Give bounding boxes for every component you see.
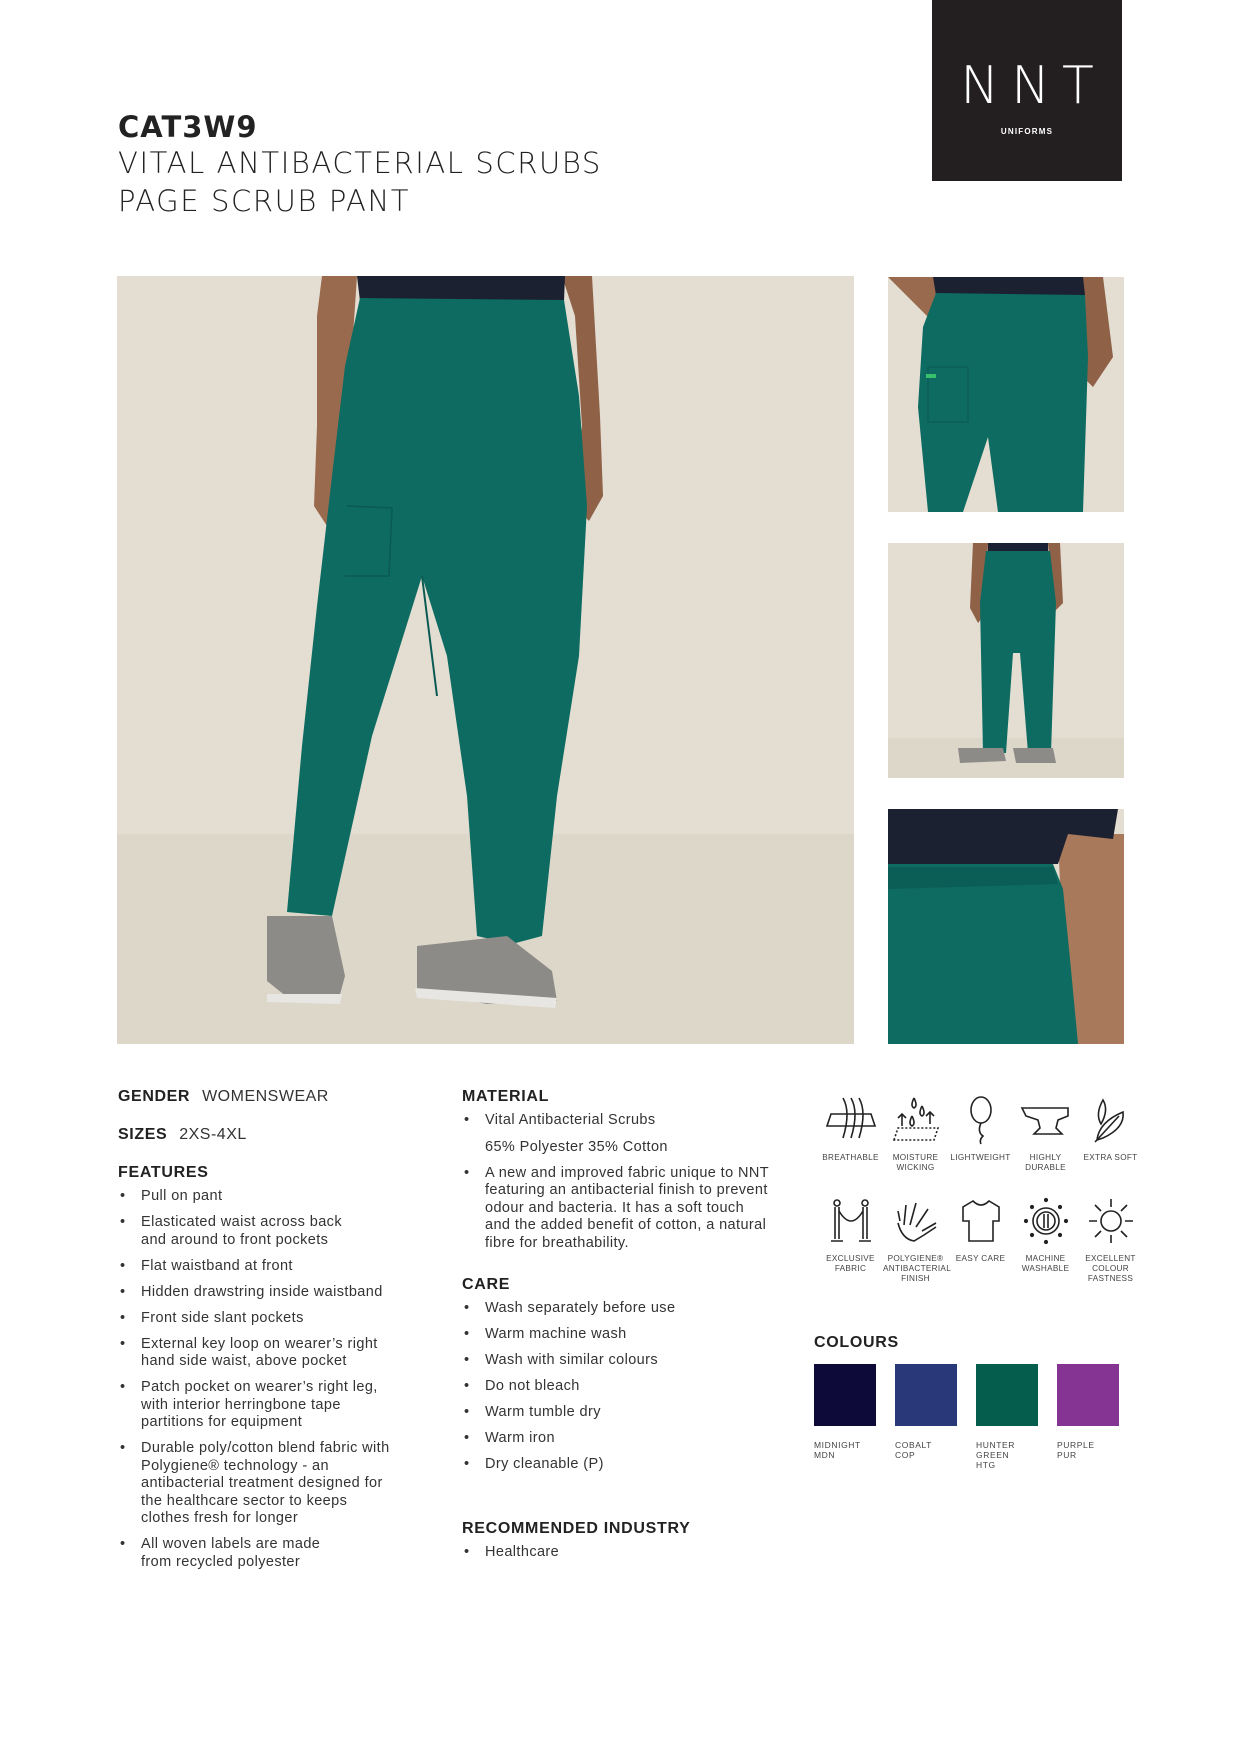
industry-list (462, 1544, 792, 1562)
washing-machine-dial-icon (1018, 1195, 1074, 1247)
material-heading: MATERIAL (462, 1088, 550, 1105)
care-heading: CARE (462, 1275, 511, 1293)
attribute-label: EXCELLENT COLOUR FASTNESS (1085, 1254, 1136, 1283)
feather-icon (1083, 1094, 1139, 1146)
material-composition: 65% Polyester 35% Cotton (485, 1138, 668, 1155)
attribute-lightweight (948, 1094, 1013, 1173)
sun-icon (1083, 1195, 1139, 1247)
attribute-colour-fastness (1078, 1195, 1143, 1284)
attribute-label: MOISTURE WICKING (892, 1153, 939, 1172)
attribute-label: EXTRA SOFT (1083, 1153, 1138, 1162)
attribute-label: MACHINE WASHABLE (1021, 1254, 1070, 1273)
feature-item: • Flat waistband at front (118, 1258, 438, 1276)
attribute-highly-durable (1013, 1094, 1078, 1173)
moisture-wicking-icon (888, 1094, 944, 1146)
features-list (118, 1188, 438, 1571)
colour-swatch-hunter-green[interactable] (976, 1364, 1057, 1470)
product-title-line-2: PAGE SCRUB PANT (118, 184, 411, 218)
waistband-illustration (888, 809, 1124, 1044)
attribute-polygiene (883, 1195, 952, 1284)
gender-label: GENDER (118, 1088, 191, 1105)
colour-swatch-midnight[interactable] (814, 1364, 895, 1470)
attribute-label: EXCLUSIVE FABRIC (826, 1254, 875, 1273)
thumbnail-side-pocket[interactable] (888, 277, 1124, 512)
product-code: CAT3W9 (118, 110, 258, 144)
feature-item: • External key loop on wearer’s right hand side waist, above pocket (118, 1336, 403, 1371)
attribute-exclusive-fabric (818, 1195, 883, 1284)
colour-chip (895, 1364, 957, 1426)
care-item: • Warm tumble dry (462, 1404, 792, 1422)
material-item-text: Vital Antibacterial Scrubs (485, 1112, 656, 1128)
colour-label: HUNTER GREEN HTG (976, 1440, 1016, 1470)
sizes-value: 2XS-4XL (179, 1126, 247, 1143)
feature-item: • Durable poly/cotton blend fabric with Polygiene® technology - an antibacterial treatment designed for the healthcare sector to keeps clothes fresh for longer (118, 1440, 390, 1528)
attribute-extra-soft (1078, 1094, 1143, 1173)
attribute-label: LIGHTWEIGHT (950, 1153, 1011, 1162)
attribute-label: BREATHABLE (822, 1153, 879, 1162)
colour-label: MIDNIGHT MDN (814, 1440, 861, 1460)
thumbnail-back-view[interactable] (888, 543, 1124, 778)
feature-item: • Elasticated waist across back and around to front pockets (118, 1214, 358, 1249)
industry-heading: RECOMMENDED INDUSTRY (462, 1519, 691, 1537)
attribute-moisture-wicking (883, 1094, 948, 1173)
product-title-block (118, 110, 602, 220)
logo-wordmark: NNT (960, 56, 1106, 116)
colour-swatch-purple[interactable] (1057, 1364, 1138, 1470)
rope-barrier-icon (823, 1195, 879, 1247)
care-item: • Wash with similar colours (462, 1352, 792, 1370)
logo-subtitle: UNIFORMS (1000, 127, 1054, 136)
attribute-label: EASY CARE (955, 1254, 1006, 1263)
attribute-machine-washable (1013, 1195, 1078, 1284)
colour-label: PURPLE PUR (1057, 1440, 1095, 1460)
care-item: • Warm iron (462, 1430, 792, 1448)
colour-chip (814, 1364, 876, 1426)
specs-column (118, 1088, 438, 1580)
material-list (462, 1112, 792, 1252)
breathable-icon (823, 1094, 879, 1146)
feature-item: • Pull on pant (118, 1188, 438, 1206)
care-item: • Dry cleanable (P) (462, 1456, 792, 1474)
colour-swatches (814, 1364, 1138, 1470)
feature-item: • Hidden drawstring inside waistband (118, 1284, 438, 1302)
attribute-breathable (818, 1094, 883, 1173)
attribute-label: HIGHLY DURABLE (1025, 1153, 1066, 1172)
attribute-row-1 (818, 1094, 1158, 1173)
balloon-icon (953, 1094, 1009, 1146)
care-item: • Warm machine wash (462, 1326, 792, 1344)
care-item: • Wash separately before use (462, 1300, 792, 1318)
attribute-row-2 (818, 1195, 1158, 1284)
main-product-photo (117, 276, 854, 1044)
back-view-illustration (888, 543, 1124, 778)
product-title-line-1: VITAL ANTIBACTERIAL SCRUBS (118, 146, 602, 180)
colours-section (814, 1334, 1138, 1470)
colour-chip (976, 1364, 1038, 1426)
material-item (462, 1112, 792, 1156)
sizes-label: SIZES (118, 1126, 168, 1143)
gender-row (118, 1088, 438, 1106)
colours-heading: COLOURS (814, 1334, 899, 1351)
model-front-illustration (117, 276, 854, 1044)
brand-logo (932, 0, 1122, 181)
industry-item: • Healthcare (462, 1544, 792, 1562)
gender-value: WOMENSWEAR (202, 1088, 329, 1105)
material-item: • A new and improved fabric unique to NNT featuring an antibacterial finish to prevent odour and bacteria. It has a soft touch and the added benefit of cotton, a natural fibre for breathability. (462, 1165, 772, 1253)
sizes-row (118, 1126, 438, 1144)
colour-label: COBALT COP (895, 1440, 932, 1460)
colour-swatch-cobalt[interactable] (895, 1364, 976, 1470)
features-heading: FEATURES (118, 1164, 209, 1181)
feature-item: • All woven labels are made from recycled polyester (118, 1536, 348, 1571)
tshirt-icon (953, 1195, 1009, 1247)
hand-icon (888, 1195, 944, 1247)
feature-item: • Patch pocket on wearer’s right leg, with interior herringbone tape partitions for equipment (118, 1379, 380, 1432)
feature-item: • Front side slant pockets (118, 1310, 438, 1328)
thumbnail-waistband[interactable] (888, 809, 1124, 1044)
colour-chip (1057, 1364, 1119, 1426)
care-item: • Do not bleach (462, 1378, 792, 1396)
attribute-label: POLYGIENE® ANTIBACTERIAL FINISH (883, 1254, 952, 1283)
attribute-icons (818, 1094, 1158, 1284)
anvil-icon (1018, 1094, 1074, 1146)
attribute-easy-care (948, 1195, 1013, 1284)
side-pocket-illustration (888, 277, 1124, 512)
care-list (462, 1300, 792, 1474)
material-care-column (462, 1088, 792, 1570)
